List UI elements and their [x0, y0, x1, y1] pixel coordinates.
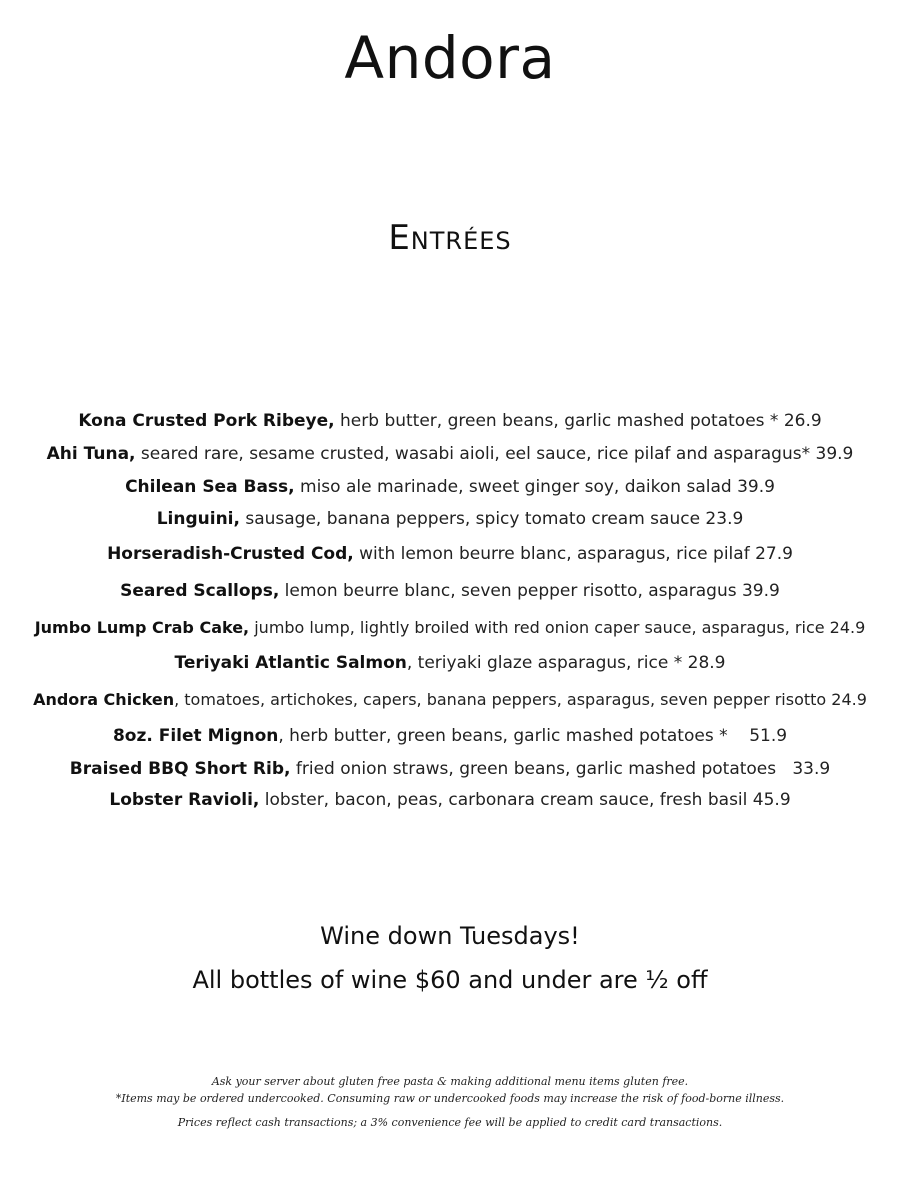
- menu-item-name: Seared Scallops,: [120, 581, 280, 601]
- menu-item-name: Linguini,: [156, 509, 240, 529]
- menu-item-description: seared rare, sesame crusted, wasabi aioli, eel sauce, rice pilaf and asparagus* 39.9: [135, 444, 854, 464]
- menu-item: [0, 616, 900, 640]
- menu-item-name: Horseradish-Crusted Cod,: [107, 544, 354, 564]
- menu-item-name: Ahi Tuna,: [46, 444, 136, 464]
- menu-item: [0, 442, 900, 466]
- menu-item: [0, 507, 900, 531]
- menu-item-name: 8oz. Filet Mignon: [112, 726, 279, 746]
- menu-item: [0, 579, 900, 603]
- menu-item-name: Lobster Ravioli,: [109, 790, 260, 810]
- menu-item-name: Teriyaki Atlantic Salmon: [174, 653, 407, 673]
- menu-item: [0, 409, 900, 433]
- menu-item-name: Chilean Sea Bass,: [125, 477, 295, 497]
- menu-item-name: Kona Crusted Pork Ribeye,: [78, 411, 335, 431]
- menu-item: [0, 688, 900, 712]
- menu-item-description: jumbo lump, lightly broiled with red onion caper sauce, asparagus, rice 24.9: [249, 618, 866, 637]
- section-title: Entrées: [388, 218, 512, 258]
- menu-item-name: Braised BBQ Short Rib,: [69, 759, 291, 779]
- menu-item: [0, 788, 900, 812]
- menu-item-description: fried onion straws, green beans, garlic mashed potatoes 33.9: [290, 759, 831, 779]
- menu-item-description: with lemon beurre blanc, asparagus, rice pilaf 27.9: [353, 544, 793, 564]
- menu-item-name: Jumbo Lump Crab Cake,: [34, 618, 250, 637]
- footer-gluten-note: Ask your server about gluten free pasta & making additional menu items gluten free.: [211, 1075, 689, 1088]
- menu-item: [0, 475, 900, 499]
- menu-item: [0, 757, 900, 781]
- menu-item: [0, 651, 900, 675]
- restaurant-name: Andora: [344, 24, 556, 92]
- menu-item-description: miso ale marinade, sweet ginger soy, daikon salad 39.9: [294, 477, 775, 497]
- menu-item-description: lemon beurre blanc, seven pepper risotto, asparagus 39.9: [279, 581, 780, 601]
- menu-item-description: , teriyaki glaze asparagus, rice * 28.9: [406, 653, 726, 673]
- menu-item: [0, 724, 900, 748]
- promo-offer: All bottles of wine $60 and under are ½ off: [192, 966, 708, 994]
- menu-item-description: herb butter, green beans, garlic mashed potatoes * 26.9: [334, 411, 822, 431]
- menu-item-name: Andora Chicken: [33, 690, 175, 709]
- menu-item-description: , herb butter, green beans, garlic mashed potatoes * 51.9: [278, 726, 788, 746]
- menu-item-description: lobster, bacon, peas, carbonara cream sauce, fresh basil 45.9: [259, 790, 791, 810]
- menu-item-description: sausage, banana peppers, spicy tomato cream sauce 23.9: [239, 509, 744, 529]
- footer-undercooked-warning: *Items may be ordered undercooked. Consuming raw or undercooked foods may increase the risk of food-borne illness.: [115, 1092, 785, 1105]
- menu-item-description: , tomatoes, artichokes, capers, banana peppers, asparagus, seven pepper risotto 24.9: [174, 690, 867, 709]
- promo-headline: Wine down Tuesdays!: [320, 922, 580, 950]
- menu-item: [0, 542, 900, 566]
- footer-price-note: Prices reflect cash transactions; a 3% convenience fee will be applied to credit card transactions.: [177, 1116, 723, 1129]
